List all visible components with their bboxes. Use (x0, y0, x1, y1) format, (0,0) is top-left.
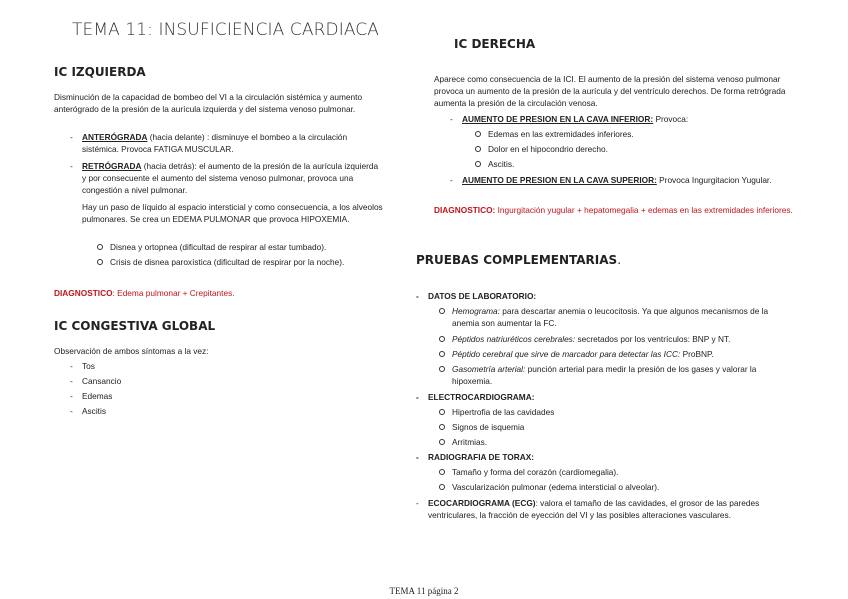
anterograda-text: (hacia delante) : disminuye el bombeo a la circulación sistémica. Provoca FATIGA MUSCULAR. (82, 132, 348, 154)
heading-ic-congestiva-global: IC CONGESTIVA GLOBAL (54, 319, 216, 333)
retrograda-item (70, 160, 382, 196)
lab-item-probnp (438, 348, 792, 360)
heading-pruebas-complementarias (416, 254, 621, 266)
ic-derecha-description: Aparece como consecuencia de la ICI. El aumento de la presión del sistema venoso pulmonar provoca un aumento de la presión de la aurícula y del ventrículo derechos. De forma retrógrada aumenta la presión de la circulación venosa. (434, 74, 786, 108)
global-item-tos: - Tos (70, 360, 95, 372)
diagnostico-izquierda (54, 287, 384, 299)
lab-item-probnp-title: Péptido cerebral que sirve de marcador para detectar las ICC: (452, 349, 681, 359)
anterograda-item (70, 131, 382, 155)
retrograda-label: RETRÓGRADA (82, 161, 142, 171)
ecg-label: - ELECTROCARDIOGRAMA: (416, 391, 534, 403)
global-item-cansancio: - Cansancio (70, 375, 121, 387)
cava-inferior-text: Provoca: (653, 114, 689, 124)
lab-item-gasometria (438, 363, 792, 387)
pruebas-heading-text: PRUEBAS COMPLEMENTARIAS (416, 253, 618, 267)
anterograda-label: ANTERÓGRADA (82, 132, 148, 142)
cava-inf-bullet-2: Dolor en el hipocondrio derecho. (474, 143, 608, 155)
ecg-item-3: Arritmias. (438, 436, 487, 448)
ecg-item-1: Hipertrofia de las cavidades (438, 406, 554, 418)
cava-inferior-label: AUMENTO DE PRESION EN LA CAVA INFERIOR: (462, 114, 654, 124)
cava-inf-bullet-3: Ascitis. (474, 158, 514, 170)
rx-item-1: Tamaño y forma del corazón (cardiomegalia). (438, 466, 618, 478)
diagnostico-derecha-label: DIAGNOSTICO: (434, 205, 496, 215)
lab-item-peptidos-title: Péptidos natriuréticos cerebrales: (452, 334, 576, 344)
rx-label: - RADIOGRAFIA DE TORAX: (416, 451, 534, 463)
global-item-ascitis: - Ascitis (70, 405, 106, 417)
lab-item-hemograma (438, 305, 792, 329)
heading-ic-derecha: IC DERECHA (454, 37, 536, 51)
cava-inf-bullet-1: Edemas en las extremidades inferiores. (474, 128, 634, 140)
cava-superior-text: Provoca Ingurgitacion Yugular. (656, 175, 772, 185)
eco-item (416, 497, 798, 521)
ecg-item-2: Signos de isquemia (438, 421, 524, 433)
page-title: TEMA 11: INSUFICIENCIA CARDIACA (72, 20, 379, 40)
diagnostico-derecha (434, 204, 796, 216)
eco-text: : valora el tamaño de las cavidades, el grosor de las paredes ventriculares, la fracción de eyección del VI y las posibles alteraciones vasculares. (428, 498, 760, 520)
cava-superior-item (450, 174, 812, 186)
eco-label: ECOCARDIOGRAMA (ECG) (428, 498, 536, 508)
pruebas-heading-dot: . (617, 253, 622, 267)
lab-item-hemograma-title: Hemograma: (452, 306, 500, 316)
lab-item-gasometria-title: Gasometría arterial: (452, 364, 526, 374)
lab-item-peptidos-text: secretados por los ventrículos: BNP y NT. (575, 334, 731, 344)
global-description: Observación de ambos síntomas a la vez: (54, 346, 209, 356)
diagnostico-label: DIAGNOSTICO (54, 288, 113, 298)
page-footer: TEMA 11 página 2 (389, 586, 459, 596)
lab-label: - DATOS DE LABORATORIO: (416, 290, 536, 302)
heading-ic-izquierda: IC IZQUIERDA (54, 65, 146, 79)
retro-bullet-1: Disnea y ortopnea (dificultad de respirar al estar tumbado). (96, 241, 410, 253)
cava-superior-label: AUMENTO DE PRESION EN LA CAVA SUPERIOR: (462, 175, 657, 185)
lab-item-peptidos (438, 333, 792, 345)
global-item-edemas: - Edemas (70, 390, 112, 402)
ic-izquierda-description: Disminución de la capacidad de bombeo del VI a la circulación sistémica y aumento anterógrado de la presión de la aurícula izquierda y del sistema venoso pulmonar. (54, 92, 363, 114)
cava-inferior-item (450, 113, 802, 125)
lab-item-gasometria-text: punción arterial para medir la presión de los gases y valorar la hipoxemia. (452, 364, 757, 386)
lab-item-hemograma-text: para descartar anemia o leucocitosis. Ya que algunos mecanismos de la anemia son aumentar la FC. (452, 306, 769, 328)
lab-item-probnp-text: ProBNP. (680, 349, 714, 359)
retro-bullet-2: Crisis de disnea paroxística (dificultad de respirar por la noche). (96, 256, 410, 268)
diagnostico-text: : Edema pulmonar + Crepitantes. (112, 288, 235, 298)
retrograda-text: (hacia detrás): el aumento de la presión de la aurícula izquierda y por consecuente el aumento del sistema venoso pulmonar, provoca una congestión a nivel pulmonar. (82, 161, 379, 195)
diagnostico-derecha-text: Ingurgitación yugular + hepatomegalia + edemas en las extremidades inferiores. (495, 205, 793, 215)
retrograda-extra: Hay un paso de líquido al espacio intersticial y como consecuencia, a los alveolos pulmonares. Se crea un EDEMA PULMONAR que provoca HIPOXEMIA. (82, 202, 383, 224)
rx-item-2: Vascularización pulmonar (edema intersticial o alveolar). (438, 481, 659, 493)
